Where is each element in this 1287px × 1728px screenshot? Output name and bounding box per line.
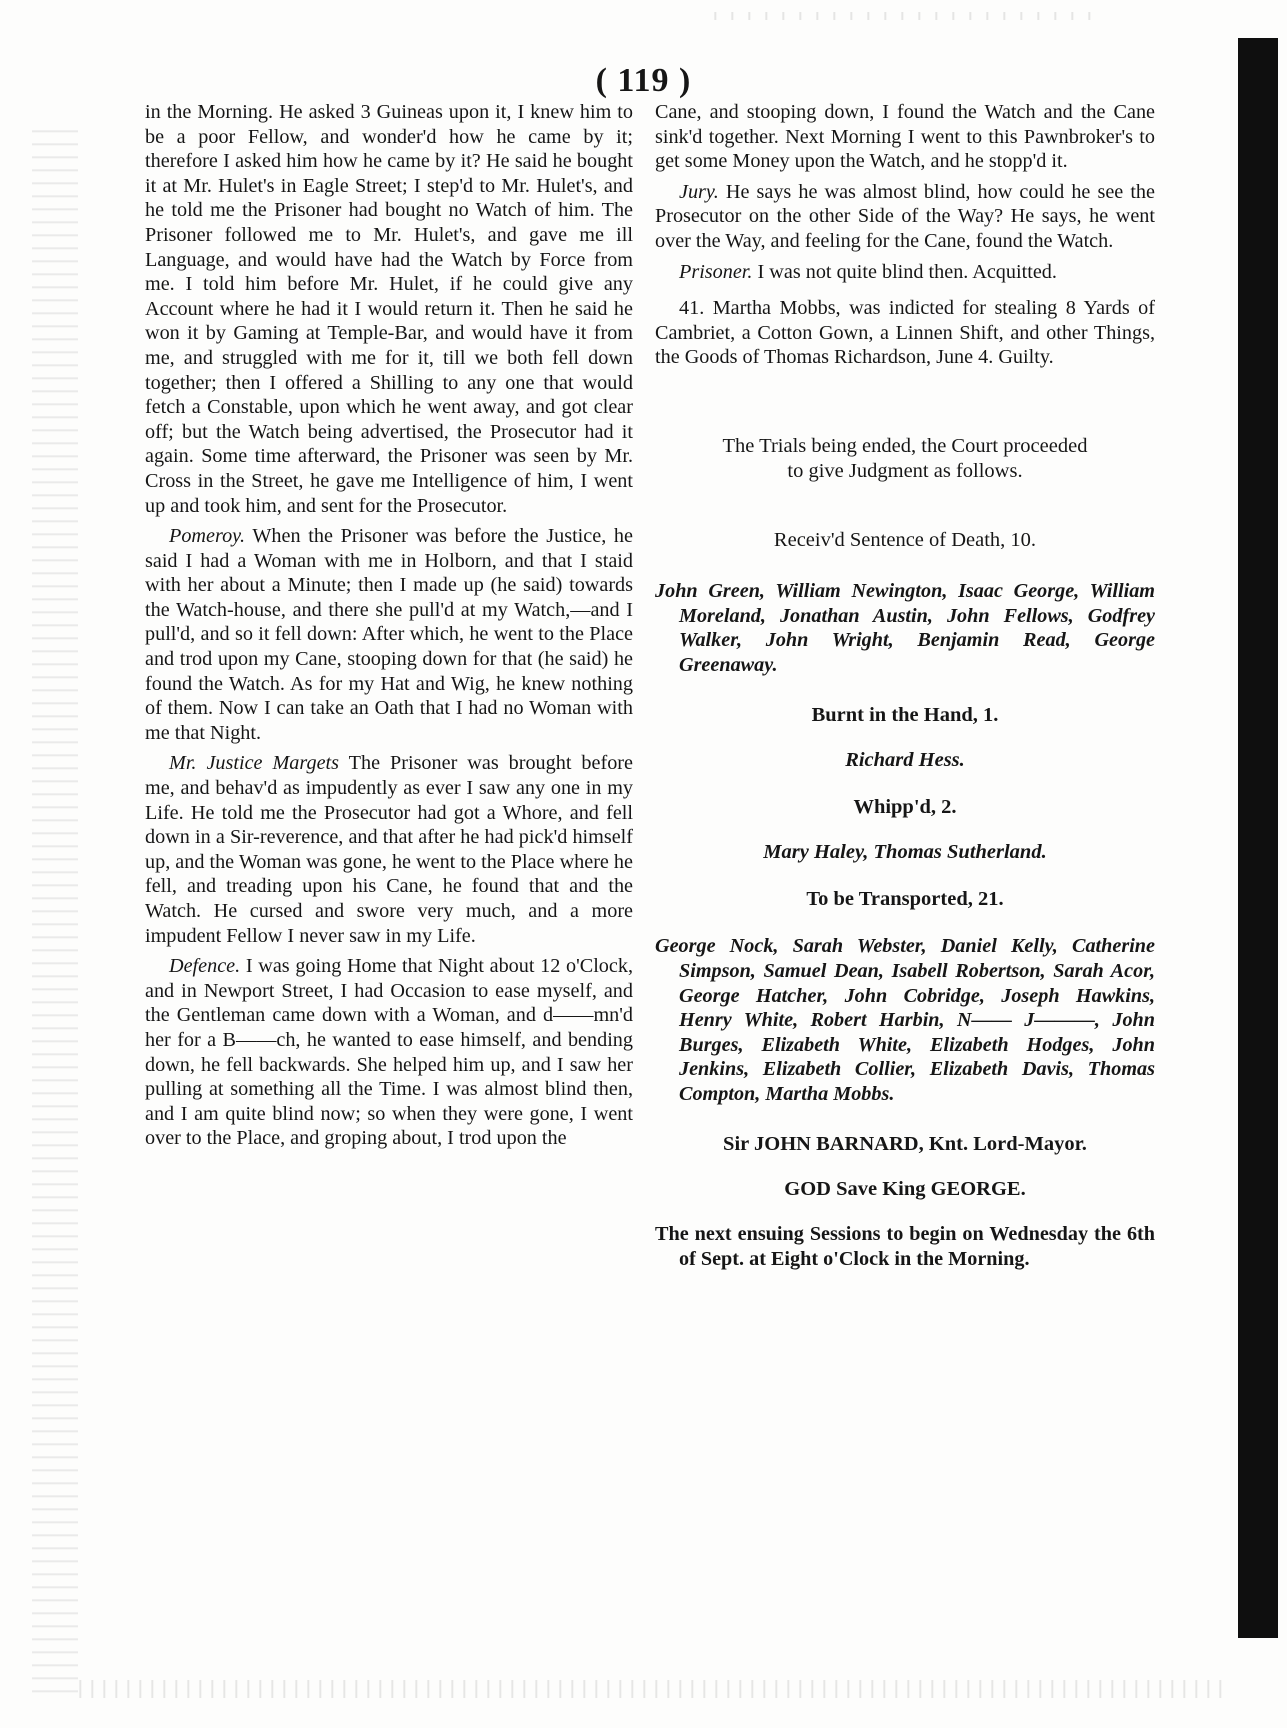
trials-ended-line-2: to give Judgment as follows. [787,459,1023,482]
speaker-label: Pomeroy. [169,525,246,548]
transported-heading: To be Transported, 21. [806,888,1004,911]
margin-noise [32,120,78,1700]
left-column [145,100,633,1157]
next-sessions-note: The next ensuing Sessions to begin on Wednesday the 6th of Sept. at Eight o'Clock in the Morning. [655,1223,1155,1271]
bottom-noise [70,1680,1230,1698]
binding-shadow [1238,38,1278,1638]
paragraph-justice [145,751,633,948]
right-column [655,100,1155,1278]
paragraph-text: The Prisoner was brought before me, and behav'd as impudently as ever I saw any one in my Life. He told me the Prosecutor had got a Whore, and fell down in a Sir-reverence, and that after he had pick'd himself up, and the Woman was gone, he went to the Place where he fell, and treading upon his Cane, he found that and the Watch. He cursed and swore very much, and a more impudent Fellow I never saw in my Life. [145,752,633,947]
death-sentence-names: John Green, William Newington, Isaac George, William Moreland, Jonathan Austin, John Fellows, Godfrey Walker, John Wright, Benjamin Read, George Greenaway. [655,579,1155,676]
whipped-heading: Whipp'd, 2. [853,796,957,819]
paragraph-case-41: 41. Martha Mobbs, was indicted for stealing 8 Yards of Cambriet, a Cotton Gown, a Linnen Shift, and other Things, the Goods of Thomas Richardson, June 4. Guilty. [655,297,1155,369]
paragraph-jury [655,180,1155,254]
speaker-label: Jury. [679,180,719,203]
paragraph-text: I was going Home that Night about 12 o'Clock, and in Newport Street, I had Occasion to ease myself, and the Gentleman came down with a Woman, and d——mn'd her for a B——ch, he wanted to ease himself, and bending down, he fell backwards. She helped him up, and I saw her pulling at something all the Time. I was almost blind then, and I am quite blind now; so when they were gone, I went over to the Place, and groping about, I trod upon the [145,955,633,1150]
paragraph-prisoner [655,260,1155,285]
paragraph-continued: Cane, and stooping down, I found the Watch and the Cane sink'd together. Next Morning I went to this Pawnbroker's to get some Money upon the Watch, and he stopp'd it. [655,101,1155,173]
death-sentence-heading: Receiv'd Sentence of Death, 10. [773,528,1037,551]
burnt-hand-heading: Burnt in the Hand, 1. [811,704,999,727]
lord-mayor-line: Sir JOHN BARNARD, Knt. Lord-Mayor. [723,1133,1087,1156]
god-save-line: GOD Save King GEORGE. [784,1178,1026,1201]
paragraph-continued: in the Morning. He asked 3 Guineas upon it, I knew him to be a poor Fellow, and wonder'd how he came by it; therefore I asked him how he came by it? He said he bought it at Mr. Hulet's in Eagle Street; I step'd to Mr. Hulet's, and he told me the Prisoner had bought no Watch of him. The Prisoner followed me to Mr. Hulet's, and gave me ill Language, and would have had the Watch by Force from me. I told him before Mr. Hulet, if he could give any Account where he had it I would return it. Then he said he won it by Gaming at Temple-Bar, and would have it from me, and struggled with me for it, till we both fell down together; then I offered a Shilling to any one that would fetch a Constable, upon which he went away, and got clear off; but the Watch being advertised, the Prosecutor had it again. Some time afterward, the Prisoner was seen by Mr. Cross in the Street, he gave me Intelligence of him, I went up and took him, and sent for the Prosecutor. [145,101,633,517]
paragraph-text: He says he was almost blind, how could he see the Prosecutor on the other Side of the Way? He says, he went over the Way, and feeling for the Cane, found the Watch. [655,180,1155,252]
whipped-names: Mary Haley, Thomas Sutherland. [763,841,1047,864]
paragraph-pomeroy [145,524,633,745]
paragraph-defence [145,954,633,1151]
paragraph-text: When the Prisoner was before the Justice, he said I had a Woman with me in Holborn, and that I staid with her about a Minute; then I made up (he said) towards the Watch-house, and there she pull'd at my Watch,—and I pull'd, and so it fell down: After which, he went to the Place and trod upon my Cane, stooping down for that (he said) he found the Watch. As for my Hat and Wig, he knew nothing of them. Now I can take an Oath that I had no Woman with me that Night. [145,525,633,744]
speaker-label: Defence. [169,955,241,978]
transported-names: George Nock, Sarah Webster, Daniel Kelly, Catherine Simpson, Samuel Dean, Isabell Robertson, Sarah Acor, George Hatcher, John Cobridge, Joseph Hawkins, Henry White, Robert Harbin, N—— J———, John Burges, Elizabeth White, Elizabeth Hodges, John Jenkins, Elizabeth Collier, Elizabeth Davis, Thomas Compton, Martha Mobbs. [655,935,1155,1105]
paragraph-text: I was not quite blind then. Acquitted. [752,260,1057,283]
burnt-hand-names: Richard Hess. [845,749,965,772]
speaker-label: Prisoner. [679,260,753,283]
top-noise [700,12,1100,20]
trials-ended-line-1: The Trials being ended, the Court proceeded [722,434,1088,457]
speaker-label: Mr. Justice Margets [169,752,340,775]
page-number: ( 119 ) [595,62,692,99]
